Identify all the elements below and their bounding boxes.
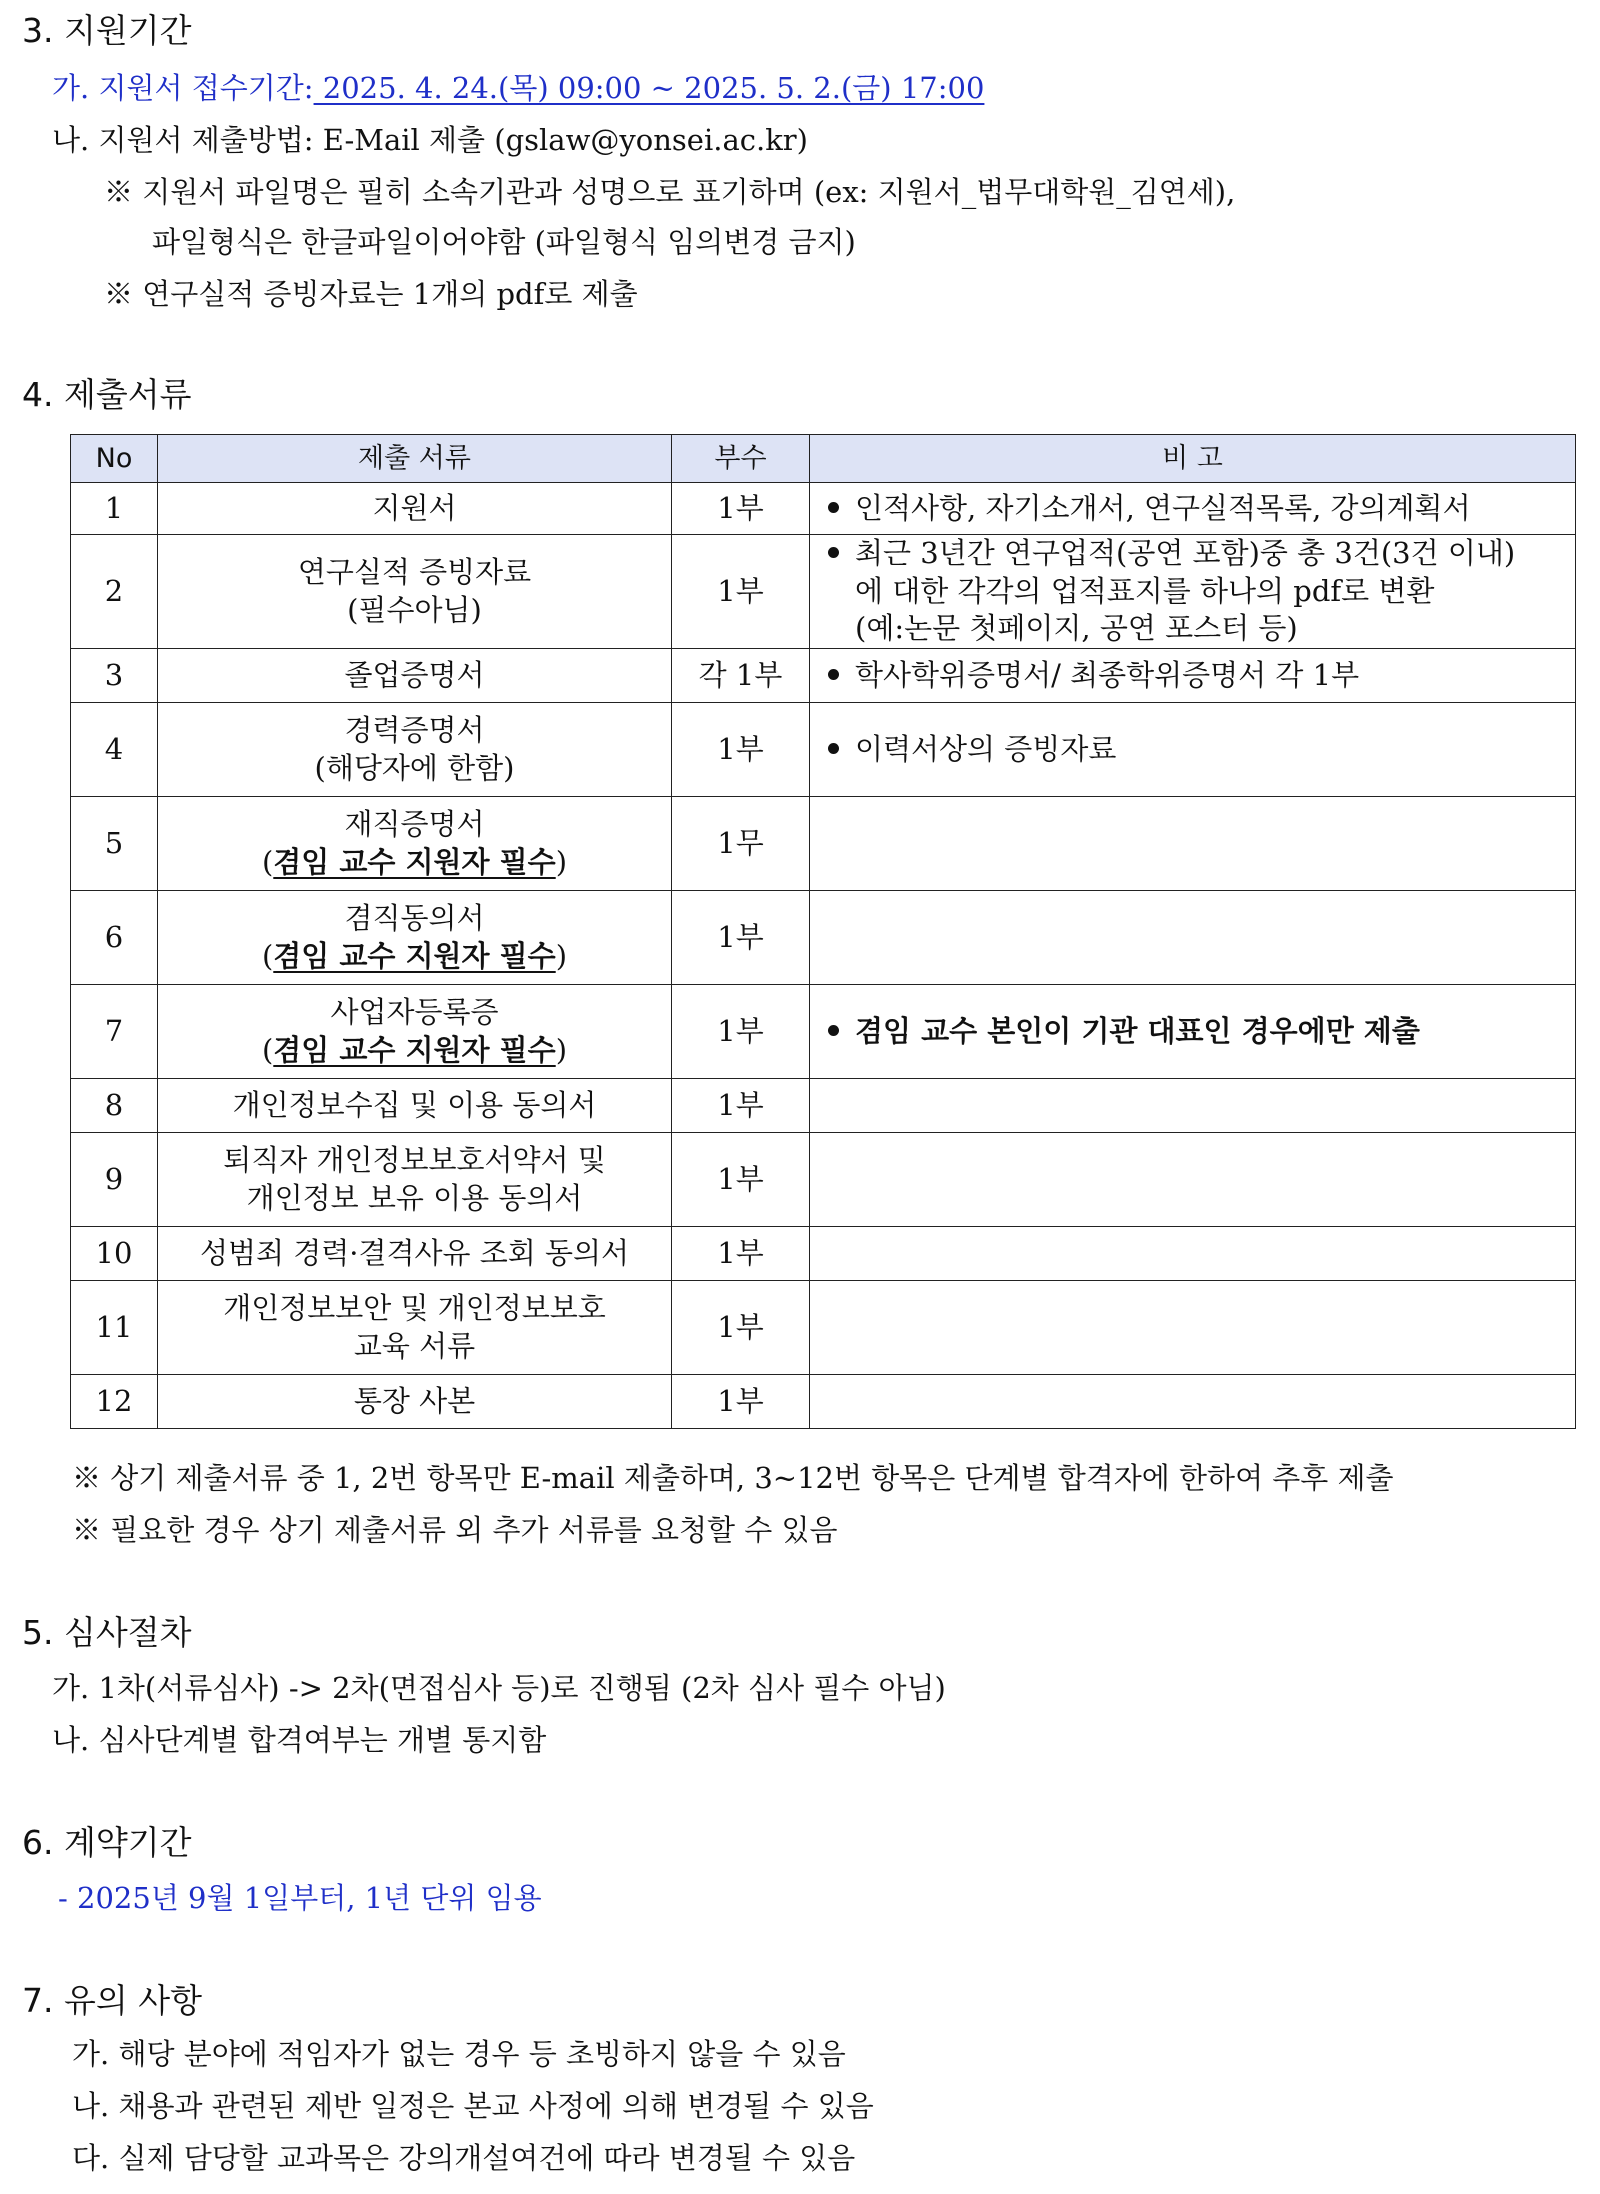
remark-bullet-item bbox=[824, 490, 1575, 528]
section7-heading: 7. 유의 사항 bbox=[22, 1981, 202, 2020]
table-row bbox=[71, 535, 1576, 649]
document-name-cell bbox=[158, 703, 672, 797]
paren-open: ( bbox=[261, 844, 274, 879]
document-name-line: 사업자등록증 bbox=[330, 994, 499, 1029]
remark-text bbox=[855, 535, 1515, 648]
document-name-line: 교육 서류 bbox=[353, 1328, 476, 1363]
row-number: 5 bbox=[71, 797, 158, 891]
row-number: 8 bbox=[71, 1079, 158, 1133]
remark-bullet-item bbox=[824, 657, 1575, 695]
row-number: 1 bbox=[71, 483, 158, 535]
application-period-value: 2025. 4. 24.(목) 09:00 ~ 2025. 5. 2.(금) 17:00 bbox=[313, 71, 985, 105]
remarks-cell bbox=[810, 985, 1576, 1079]
remarks-cell bbox=[810, 1079, 1576, 1133]
document-name-cell bbox=[158, 1133, 672, 1227]
section4-note2: ※ 필요한 경우 상기 제출서류 외 추가 서류를 요청할 수 있음 bbox=[72, 1513, 838, 1547]
remark-text bbox=[855, 1013, 1420, 1051]
section3-note1-line2: 파일형식은 한글파일이어야함 (파일형식 임의변경 금지) bbox=[152, 225, 856, 259]
section7-item-b: 나. 채용과 관련된 제반 일정은 본교 사정에 의해 변경될 수 있음 bbox=[72, 2089, 874, 2123]
remark-line: 인적사항, 자기소개서, 연구실적목록, 강의계획서 bbox=[855, 490, 1471, 525]
remarks-cell bbox=[810, 891, 1576, 985]
copies-cell: 1부 bbox=[672, 1227, 810, 1281]
copies-cell: 1부 bbox=[672, 535, 810, 649]
remark-text bbox=[855, 657, 1359, 695]
document-name-cell bbox=[158, 891, 672, 985]
remark-line: 학사학위증명서/ 최종학위증명서 각 1부 bbox=[855, 657, 1360, 692]
remarks-cell bbox=[810, 535, 1576, 649]
document-name-cell bbox=[158, 1227, 672, 1281]
requirement-text: 겸임 교수 지원자 필수 bbox=[273, 844, 556, 879]
paren-close: ) bbox=[555, 938, 568, 973]
bullet-dot-icon bbox=[828, 669, 839, 680]
document-name-cell bbox=[158, 483, 672, 535]
table-row bbox=[71, 649, 1576, 703]
bullet-dot-icon bbox=[828, 502, 839, 513]
document-name-cell bbox=[158, 985, 672, 1079]
header-document: 제출 서류 bbox=[158, 435, 672, 483]
document-name-cell bbox=[158, 797, 672, 891]
bullet-dot-icon bbox=[828, 1025, 839, 1036]
section5-item-a: 가. 1차(서류심사) -> 2차(면접심사 등)로 진행됨 (2차 심사 필수 아님) bbox=[52, 1671, 946, 1705]
table-header-row bbox=[71, 435, 1576, 483]
document-name-line: (필수아님) bbox=[347, 592, 482, 627]
document-name-line: 성범죄 경력·결격사유 조회 동의서 bbox=[199, 1235, 630, 1270]
section7-item-a: 가. 해당 분야에 적임자가 없는 경우 등 초빙하지 않을 수 있음 bbox=[72, 2037, 846, 2071]
header-remarks: 비 고 bbox=[810, 435, 1576, 483]
document-name-line: 졸업증명서 bbox=[344, 657, 485, 692]
remark-bullet-item bbox=[824, 535, 1575, 648]
table-row bbox=[71, 891, 1576, 985]
table-row bbox=[71, 703, 1576, 797]
document-name-cell bbox=[158, 1079, 672, 1133]
table-row bbox=[71, 985, 1576, 1079]
remarks-cell bbox=[810, 797, 1576, 891]
requirement-line bbox=[158, 1032, 671, 1070]
row-number: 6 bbox=[71, 891, 158, 985]
section5-item-b: 나. 심사단계별 합격여부는 개별 통지함 bbox=[52, 1723, 547, 1757]
document-name-line: (해당자에 한함) bbox=[314, 750, 515, 785]
section3-heading: 3. 지원기간 bbox=[22, 11, 192, 50]
document-name-cell bbox=[158, 649, 672, 703]
remarks-cell bbox=[810, 649, 1576, 703]
row-number: 4 bbox=[71, 703, 158, 797]
remark-line: 에 대한 각각의 업적표지를 하나의 pdf로 변환 bbox=[855, 573, 1435, 608]
table-row bbox=[71, 1133, 1576, 1227]
section3-item-b: 나. 지원서 제출방법: E-Mail 제출 (gslaw@yonsei.ac.kr) bbox=[52, 123, 808, 157]
document-name-line: 경력증명서 bbox=[344, 712, 485, 747]
copies-cell: 1부 bbox=[672, 1133, 810, 1227]
row-number: 10 bbox=[71, 1227, 158, 1281]
copies-cell: 1부 bbox=[672, 985, 810, 1079]
table-row bbox=[71, 1079, 1576, 1133]
remark-line: 이력서상의 증빙자료 bbox=[855, 731, 1117, 766]
section6-heading: 6. 계약기간 bbox=[22, 1823, 192, 1862]
document-name-line: 겸직동의서 bbox=[344, 900, 485, 935]
remarks-cell bbox=[810, 1133, 1576, 1227]
row-number: 2 bbox=[71, 535, 158, 649]
header-copies: 부수 bbox=[672, 435, 810, 483]
remarks-cell bbox=[810, 1375, 1576, 1429]
section6-item: - 2025년 9월 1일부터, 1년 단위 임용 bbox=[58, 1881, 542, 1915]
copies-cell: 1부 bbox=[672, 891, 810, 985]
paren-open: ( bbox=[261, 1032, 274, 1067]
table-row bbox=[71, 483, 1576, 535]
section3-note1-line1: ※ 지원서 파일명은 필히 소속기관과 성명으로 표기하며 (ex: 지원서_법무대학원_김연세), bbox=[104, 175, 1236, 209]
remark-text bbox=[855, 731, 1116, 769]
row-number: 11 bbox=[71, 1281, 158, 1375]
paren-open: ( bbox=[261, 938, 274, 973]
section3-item-a bbox=[52, 70, 984, 108]
document-name-line: 재직증명서 bbox=[344, 806, 485, 841]
row-number: 9 bbox=[71, 1133, 158, 1227]
requirement-text: 겸임 교수 지원자 필수 bbox=[273, 1032, 556, 1067]
row-number: 7 bbox=[71, 985, 158, 1079]
requirement-text: 겸임 교수 지원자 필수 bbox=[273, 938, 556, 973]
section3-note2: ※ 연구실적 증빙자료는 1개의 pdf로 제출 bbox=[104, 277, 638, 311]
remark-bullet-item bbox=[824, 1013, 1575, 1051]
table-row bbox=[71, 797, 1576, 891]
table-row bbox=[71, 1227, 1576, 1281]
document-name-line: 개인정보 보유 이용 동의서 bbox=[246, 1180, 583, 1215]
remark-line: (예:논문 첫페이지, 공연 포스터 등) bbox=[855, 611, 1298, 646]
paren-close: ) bbox=[555, 844, 568, 879]
documents-table bbox=[70, 434, 1576, 1429]
section4-note1: ※ 상기 제출서류 중 1, 2번 항목만 E-mail 제출하며, 3~12번 항목은 단계별 합격자에 한하여 추후 제출 bbox=[72, 1461, 1394, 1495]
copies-cell: 1부 bbox=[672, 703, 810, 797]
document-name-line: 개인정보보안 및 개인정보보호 bbox=[223, 1290, 606, 1325]
copies-cell: 1무 bbox=[672, 797, 810, 891]
section5-heading: 5. 심사절차 bbox=[22, 1613, 192, 1652]
copies-cell: 1부 bbox=[672, 1375, 810, 1429]
document-name-line: 개인정보수집 및 이용 동의서 bbox=[232, 1087, 597, 1122]
document-name-line: 연구실적 증빙자료 bbox=[297, 554, 532, 589]
copies-cell: 1부 bbox=[672, 1079, 810, 1133]
remark-bullet-item bbox=[824, 731, 1575, 769]
row-number: 3 bbox=[71, 649, 158, 703]
document-name-cell bbox=[158, 1375, 672, 1429]
table-row bbox=[71, 1281, 1576, 1375]
document-name-cell bbox=[158, 1281, 672, 1375]
remarks-cell bbox=[810, 1227, 1576, 1281]
copies-cell: 1부 bbox=[672, 1281, 810, 1375]
remark-line: 겸임 교수 본인이 기관 대표인 경우에만 제출 bbox=[855, 1013, 1420, 1048]
application-period-label: 가. 지원서 접수기간: bbox=[52, 71, 314, 105]
requirement-line bbox=[158, 844, 671, 882]
paren-close: ) bbox=[555, 1032, 568, 1067]
header-no: No bbox=[71, 435, 158, 483]
document-name-line: 통장 사본 bbox=[353, 1383, 476, 1418]
row-number: 12 bbox=[71, 1375, 158, 1429]
requirement-line bbox=[158, 938, 671, 976]
document-name-cell bbox=[158, 535, 672, 649]
document-name-line: 퇴직자 개인정보보호서약서 및 bbox=[223, 1142, 606, 1177]
copies-cell: 각 1부 bbox=[672, 649, 810, 703]
copies-cell: 1부 bbox=[672, 483, 810, 535]
remark-line: 최근 3년간 연구업적(공연 포함)중 총 3건(3건 이내) bbox=[855, 536, 1516, 570]
bullet-dot-icon bbox=[828, 547, 839, 558]
document-name-line: 지원서 bbox=[372, 490, 457, 525]
bullet-dot-icon bbox=[828, 743, 839, 754]
remark-text bbox=[855, 490, 1471, 528]
remarks-cell bbox=[810, 1281, 1576, 1375]
section7-item-c: 다. 실제 담당할 교과목은 강의개설여건에 따라 변경될 수 있음 bbox=[72, 2141, 856, 2175]
remarks-cell bbox=[810, 703, 1576, 797]
remarks-cell bbox=[810, 483, 1576, 535]
table-row bbox=[71, 1375, 1576, 1429]
section4-heading: 4. 제출서류 bbox=[22, 375, 192, 414]
